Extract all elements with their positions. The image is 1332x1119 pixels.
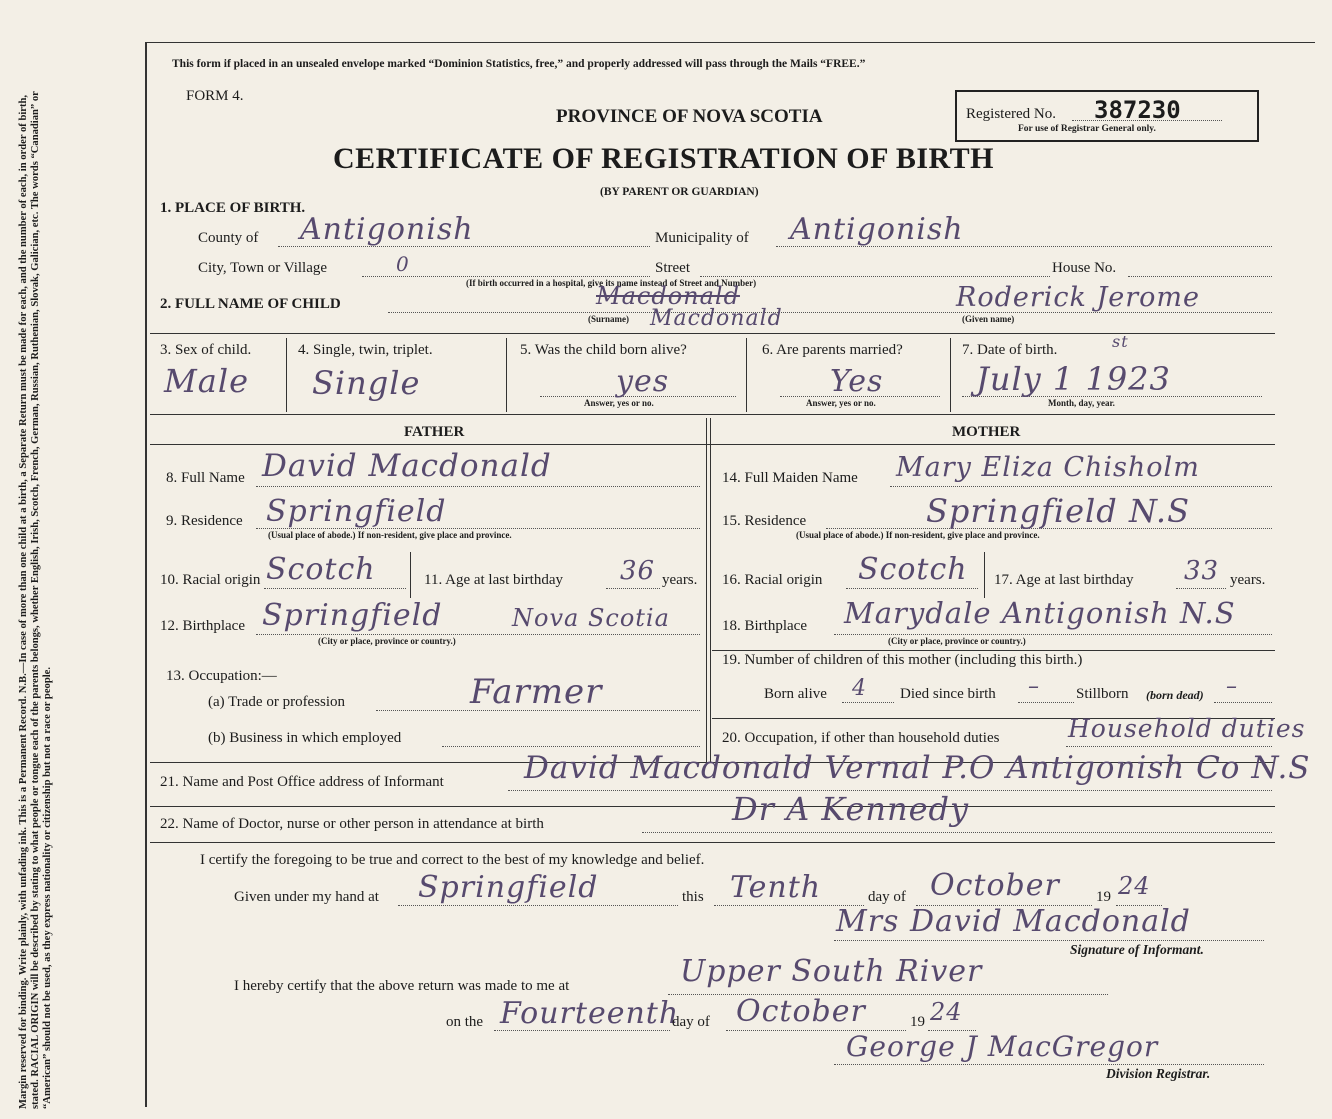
died-since-birth-value: – [1028,674,1040,699]
mother-racial-origin-value: Scotch [858,552,968,587]
father-residence-value: Springfield [266,494,447,529]
municipality-value: Antigonish [790,212,964,247]
registrar-on-the-label: on the [446,1014,484,1030]
city-label: City, Town or Village [198,260,328,276]
registrar-year-value: 24 [930,998,963,1026]
mother-residence-label: 15. Residence [722,513,807,529]
page-title: CERTIFICATE OF REGISTRATION OF BIRTH [333,142,994,175]
informant-label: 21. Name and Post Office address of Informant [160,774,444,790]
certify-day-value: Tenth [730,870,822,905]
mother-occupation-line [1066,746,1272,747]
father-occupation-label: 13. Occupation:— [166,668,277,684]
mother-children-label: 19. Number of children of this mother (including this birth.) [722,652,1083,668]
place-of-birth-label: 1. PLACE OF BIRTH. [160,200,306,216]
born-alive-count-line [842,702,894,703]
sex-value: Male [164,362,250,400]
mother-residence-caption: (Usual place of abode.) If non-resident, give place and province. [796,530,1040,540]
given-under-place: Springfield [418,870,599,905]
date-of-birth-caption: Month, day, year. [1048,398,1115,408]
certify-month-value: October [930,868,1060,903]
informant-bottom-rule [150,806,1275,807]
single-twin-value: Single [312,364,421,402]
certify-this-label: this [682,889,704,905]
born-alive-value: yes [616,364,670,399]
mother-occupation-value: Household duties [1068,714,1306,743]
frame-top [145,42,1315,43]
father-age-value: 36 [620,556,656,586]
binding-margin-line [145,42,147,1107]
stillborn-line [1214,702,1272,703]
died-since-birth-line [1018,702,1074,703]
certify-statement: I certify the foregoing to be true and correct to the best of my knowledge and belief. [200,852,705,868]
row3-divider-4 [950,338,951,412]
city-value: 0 [396,252,410,276]
parents-column-divider [706,418,707,762]
father-birthplace-caption: (City or place, province or country.) [318,636,456,646]
mother-name-label: 14. Full Maiden Name [722,470,858,486]
registrar-year-prefix: 19 [910,1014,925,1030]
registrar-caption: Division Registrar. [1106,1066,1211,1081]
father-name-value: David Macdonald [262,448,552,484]
page-subtitle: (BY PARENT OR GUARDIAN) [600,186,759,198]
registered-line [1072,120,1222,121]
mother-birthplace-caption: (City or place, province or country.) [888,636,1026,646]
child-surname-correction: Macdonald [650,306,783,331]
province-heading: PROVINCE OF NOVA SCOTIA [556,106,823,127]
registrar-place-line [668,994,1108,995]
stillborn-note: (born dead) [1146,688,1204,702]
row3-divider-2 [506,338,507,412]
born-alive-count-value: 4 [852,676,867,701]
father-age-line [606,588,660,589]
mailing-notice: This form if placed in an unsealed envelope marked “Dominion Statistics, free,” and properly addressed will pass through the Mails “FREE.” [172,58,866,70]
mother-occupation-label: 20. Occupation, if other than household duties [722,730,1000,746]
parents-married-value: Yes [830,364,884,399]
mother-racial-origin-label: 16. Racial origin [722,572,823,588]
registrar-place-value: Upper South River [680,954,983,989]
mother-name-value: Mary Eliza Chisholm [896,452,1200,483]
row3-top-border [150,333,1275,334]
born-alive-count-label: Born alive [764,686,827,702]
father-age-label: 11. Age at last birthday [424,572,563,588]
mother-age-unit: years. [1230,572,1266,588]
hospital-note: (If birth occurred in a hospital, give its name instead of Street and Number) [466,278,757,288]
county-value: Antigonish [300,212,474,247]
given-under-line [398,905,678,906]
doctor-label: 22. Name of Doctor, nurse or other person in attendance at birth [160,816,544,832]
father-age-unit: years. [662,572,698,588]
certify-day-of-label: day of [868,889,906,905]
given-name-caption: (Given name) [962,314,1015,324]
certify-year-value: 24 [1118,872,1151,900]
registrar-month-value: October [736,994,866,1029]
father-residence-caption: (Usual place of abode.) If non-resident, give place and province. [268,530,512,540]
municipality-label: Municipality of [655,230,749,246]
father-name-line [256,486,700,487]
parents-married-label: 6. Are parents married? [762,342,903,358]
stillborn-label: Stillborn [1076,686,1129,702]
father-age-divider [410,552,411,598]
row3-divider-3 [746,338,747,412]
house-number-line [1128,276,1272,277]
mother-age-label: 17. Age at last birthday [994,572,1134,588]
informant-signature-caption: Signature of Informant. [1070,942,1204,957]
father-trade-label: (a) Trade or profession [208,694,346,710]
city-line [362,276,650,277]
father-residence-label: 9. Residence [166,513,243,529]
county-label: County of [198,230,259,246]
mother-children-rule [712,650,1275,651]
father-birthplace-value: Springfield [262,598,443,633]
date-of-birth-value: July 1 1923 [976,360,1171,398]
informant-signature: Mrs David Macdonald [836,904,1191,939]
born-alive-label: 5. Was the child born alive? [520,342,687,358]
sex-label: 3. Sex of child. [160,342,252,358]
stillborn-value: – [1226,674,1238,699]
street-line [700,276,1050,277]
father-business-label: (b) Business in which employed [208,730,402,746]
mother-birthplace-label: 18. Birthplace [722,618,807,634]
father-racial-origin-value: Scotch [266,552,376,587]
form-number: FORM 4. [186,88,244,104]
date-of-birth-suffix: st [1112,332,1129,351]
doctor-line [642,832,1272,833]
mother-age-line [1176,588,1226,589]
mother-residence-value: Springfield N.S [926,492,1190,530]
parents-column-divider-2 [710,418,711,762]
father-racial-origin-label: 10. Racial origin [160,572,261,588]
mother-racial-origin-line [846,588,978,589]
doctor-bottom-rule [150,842,1275,843]
father-business-line [442,746,700,747]
given-under-label: Given under my hand at [234,889,379,905]
father-name-label: 8. Full Name [166,470,245,486]
informant-value: David Macdonald Vernal P.O Antigonish Co N.S [524,750,1311,786]
mother-age-divider [984,552,985,598]
registrar-signature: George J MacGregor [846,1030,1159,1063]
street-label: Street [655,260,690,276]
father-racial-origin-line [264,588,406,589]
died-since-birth-label: Died since birth [900,686,996,702]
father-birthplace-label: 12. Birthplace [160,618,245,634]
binding-margin-note: Margin reserved for binding. Write plainly, with unfading ink. This is a Permanent Record. N.B.—In case of more than one child at a birth, a Separate Return must be made for each, and the number of each, in order of birth, stated. RACIAL ORIGIN will be described by stating to what people or tongue each of the parents belongs, whether English, Irish, Scotch, French, German, Russian, Ruthenian, Slovak, Galician, etc. The words “Canadian” or “American” should not be used, as they express nationality or citizenship but not a race or people. [18,91,53,1109]
house-number-label: House No. [1052,260,1117,276]
father-birthplace-value-2: Nova Scotia [512,604,670,632]
mother-name-line [890,486,1272,487]
parents-heading-rule [150,444,1275,445]
certify-year-prefix: 19 [1096,889,1111,905]
doctor-value: Dr A Kennedy [732,790,970,828]
mother-birthplace-line [834,634,1272,635]
informant-signature-line [834,940,1264,941]
date-of-birth-label: 7. Date of birth. [962,342,1058,358]
registered-value: 387230 [1094,96,1181,124]
row3-bottom-border [150,414,1275,415]
registrar-day-value: Fourteenth [500,996,680,1031]
father-heading: FATHER [404,424,465,440]
father-birthplace-line [256,634,700,635]
registrar-statement: I hereby certify that the above return was made to me at [234,978,570,994]
child-name-label: 2. FULL NAME OF CHILD [160,296,341,312]
child-surname-value: Macdonald [596,282,740,310]
born-alive-caption: Answer, yes or no. [584,398,654,408]
mother-heading: MOTHER [952,424,1021,440]
surname-caption: (Surname) [588,314,629,324]
registered-label: Registered No. [966,106,1056,122]
registrar-signature-line [834,1064,1264,1065]
row3-divider-1 [286,338,287,412]
parents-married-caption: Answer, yes or no. [806,398,876,408]
mother-birthplace-value: Marydale Antigonish N.S [844,596,1236,630]
registrar-use-note: For use of Registrar General only. [1018,124,1156,134]
father-trade-value: Farmer [470,672,603,712]
registrar-day-of-label: day of [672,1014,710,1030]
child-given-name-value: Roderick Jerome [956,282,1200,313]
single-twin-label: 4. Single, twin, triplet. [298,342,433,358]
mother-age-value: 33 [1184,556,1220,586]
